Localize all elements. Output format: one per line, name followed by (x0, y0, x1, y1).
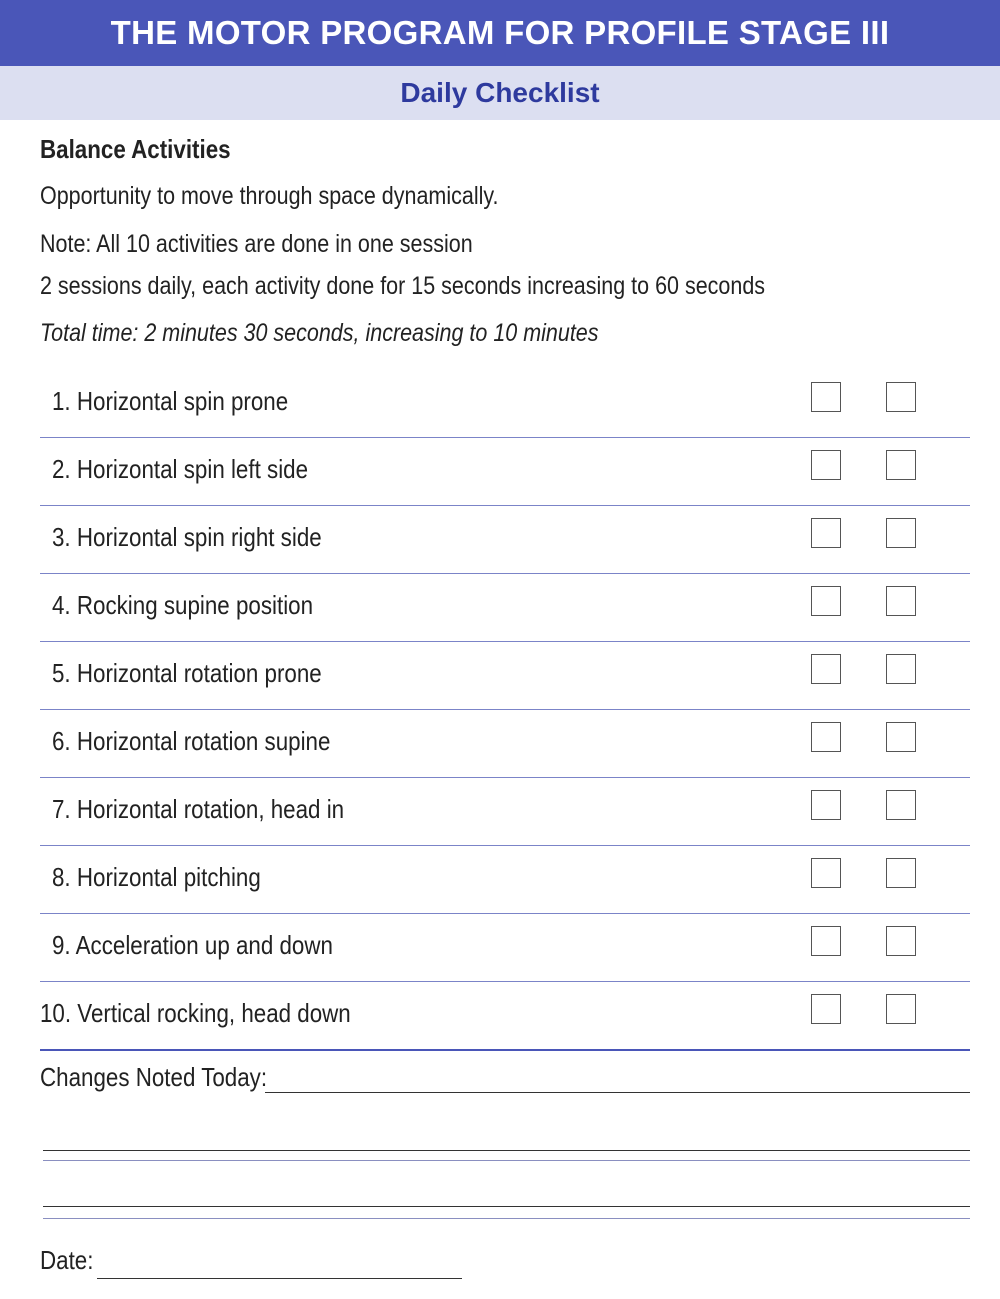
session-2-checkbox[interactable] (886, 858, 916, 888)
section-note: Note: All 10 activities are done in one session (40, 230, 473, 258)
activity-label: 5. Horizontal rotation prone (52, 658, 322, 688)
session-1-checkbox[interactable] (811, 450, 841, 480)
activity-row (40, 438, 970, 506)
session-1-checkbox[interactable] (811, 518, 841, 548)
changes-label: Changes Noted Today: (40, 1062, 268, 1092)
activity-row (40, 574, 970, 642)
activity-label: 2. Horizontal spin left side (52, 454, 309, 484)
activity-row (40, 846, 970, 914)
activity-row (40, 710, 970, 778)
session-2-checkbox[interactable] (886, 586, 916, 616)
session-1-checkbox[interactable] (811, 994, 841, 1024)
session-1-checkbox[interactable] (811, 382, 841, 412)
session-2-checkbox[interactable] (886, 518, 916, 548)
session-1-checkbox[interactable] (811, 790, 841, 820)
session-1-checkbox[interactable] (811, 654, 841, 684)
section-description: Opportunity to move through space dynamically. (40, 182, 499, 210)
activity-label: 1. Horizontal spin prone (52, 386, 289, 416)
section-sessions: 2 sessions daily, each activity done for 15 seconds increasing to 60 seconds (40, 272, 766, 300)
section-title: Balance Activities (40, 134, 231, 164)
activity-label: 3. Horizontal spin right side (52, 522, 322, 552)
activity-row (40, 982, 970, 1051)
session-2-checkbox[interactable] (886, 722, 916, 752)
session-2-checkbox[interactable] (886, 790, 916, 820)
divider (43, 1160, 970, 1161)
activity-label: 7. Horizontal rotation, head in (52, 794, 345, 824)
activity-label: 9. Acceleration up and down (52, 930, 333, 960)
session-1-checkbox[interactable] (811, 926, 841, 956)
title-bar (0, 0, 1000, 66)
section-total-time: Total time: 2 minutes 30 seconds, increasing to 10 minutes (40, 319, 599, 347)
session-1-checkbox[interactable] (811, 586, 841, 616)
activity-list (40, 370, 970, 1051)
page-title: THE MOTOR PROGRAM FOR PROFILE STAGE III (110, 14, 890, 51)
date-line[interactable] (97, 1278, 462, 1279)
activity-label: 6. Horizontal rotation supine (52, 726, 331, 756)
date-label: Date: (40, 1245, 94, 1275)
changes-line[interactable] (43, 1206, 970, 1207)
activity-row (40, 642, 970, 710)
page-subtitle: Daily Checklist (400, 77, 600, 108)
activity-label: 4. Rocking supine position (52, 590, 314, 620)
subtitle-bar (0, 66, 1000, 120)
session-2-checkbox[interactable] (886, 926, 916, 956)
session-1-checkbox[interactable] (811, 722, 841, 752)
changes-line[interactable] (265, 1092, 970, 1093)
session-2-checkbox[interactable] (886, 994, 916, 1024)
activity-row (40, 914, 970, 982)
divider (43, 1218, 970, 1219)
activity-label: 10. Vertical rocking, head down (40, 998, 351, 1028)
session-1-checkbox[interactable] (811, 858, 841, 888)
changes-line[interactable] (43, 1150, 970, 1151)
activity-label: 8. Horizontal pitching (52, 862, 261, 892)
activity-row (40, 370, 970, 438)
activity-row (40, 506, 970, 574)
session-2-checkbox[interactable] (886, 450, 916, 480)
session-2-checkbox[interactable] (886, 382, 916, 412)
activity-row (40, 778, 970, 846)
session-2-checkbox[interactable] (886, 654, 916, 684)
